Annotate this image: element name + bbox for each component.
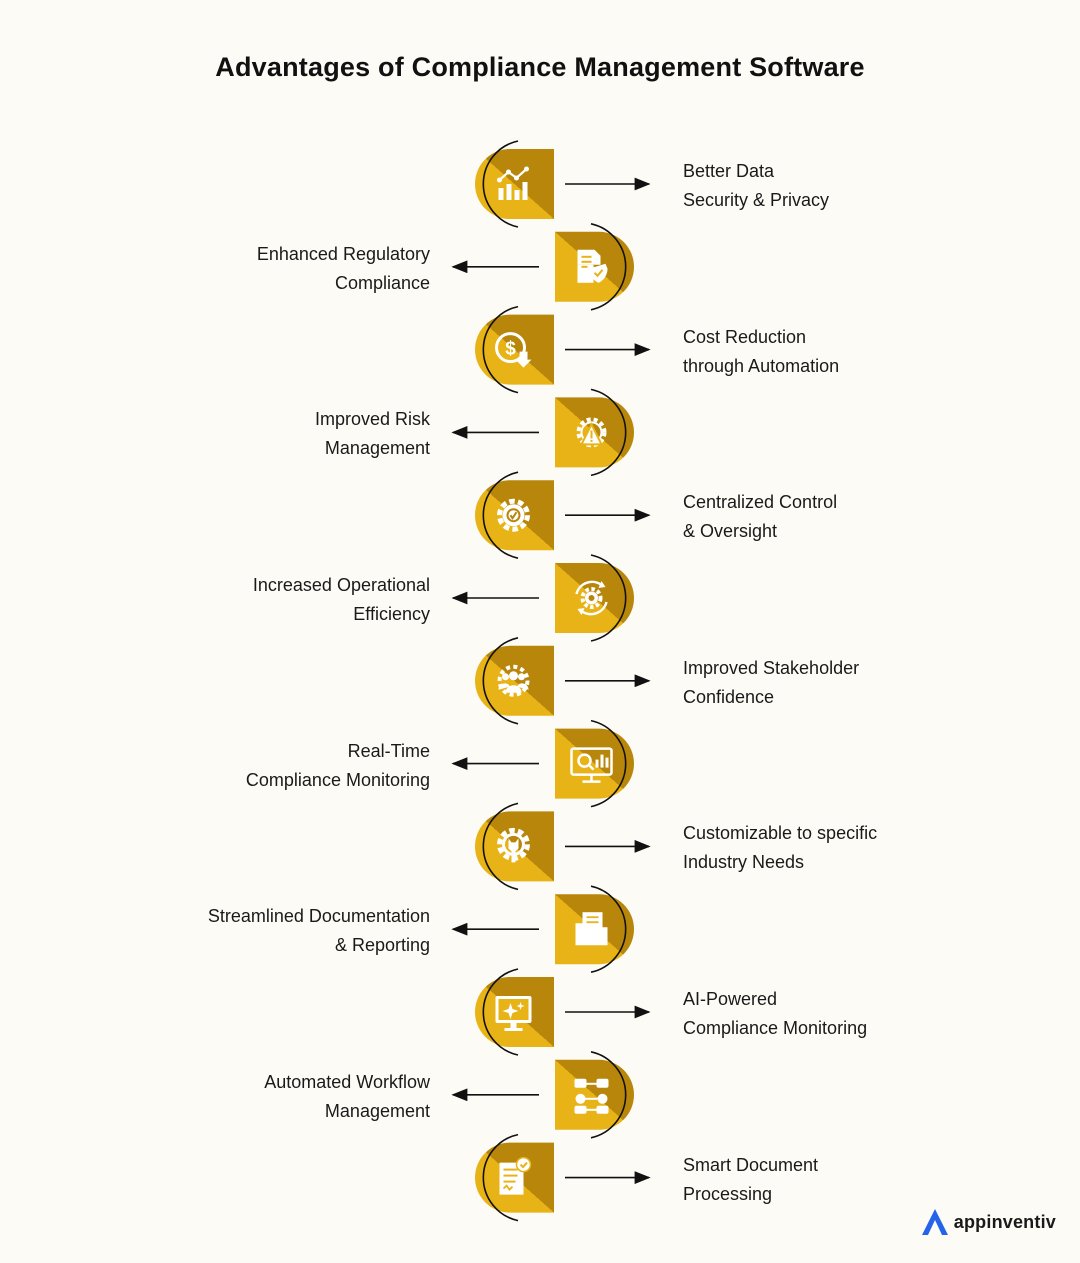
advantage-item — [475, 638, 649, 724]
icon-tile — [555, 729, 634, 799]
brand-logo — [920, 1207, 1056, 1237]
advantage-label: Improved Stakeholder Confidence — [683, 657, 860, 707]
advantage-label: Centralized Control & Oversight — [683, 492, 838, 542]
advantage-label: Customizable to specific Industry Needs — [683, 823, 878, 873]
advantage-item — [453, 886, 634, 972]
advantage-label: Better Data Security & Privacy — [683, 161, 830, 210]
advantage-label: Cost Reduction through Automation — [683, 326, 840, 376]
icon-tile — [555, 232, 634, 302]
logo-text: appinventiv — [953, 1211, 1056, 1232]
advantage-label: Enhanced Regulatory Compliance — [256, 243, 430, 293]
advantage-item — [453, 389, 634, 475]
page-title: Advantages of Compliance Management Software — [215, 52, 865, 82]
advantage-item — [453, 1052, 634, 1138]
advantage-item — [475, 472, 649, 558]
icon-tile — [555, 1060, 634, 1130]
warning-gear-icon — [579, 419, 605, 445]
advantage-item — [475, 1135, 649, 1221]
advantage-label: AI-Powered Compliance Monitoring — [683, 989, 868, 1038]
icon-tile — [475, 149, 554, 219]
advantage-item — [453, 224, 634, 310]
advantage-item — [475, 141, 649, 227]
advantage-label: Improved Risk Management — [314, 409, 430, 459]
advantage-label: Automated Workflow Management — [264, 1071, 430, 1121]
advantage-item — [475, 969, 649, 1055]
advantage-item — [453, 721, 634, 807]
advantage-item — [475, 307, 649, 393]
advantage-label: Increased Operational Efficiency — [252, 575, 430, 624]
advantage-item — [475, 803, 649, 889]
advantage-item — [453, 555, 634, 641]
appinventiv-logo-icon — [920, 1207, 950, 1237]
advantage-label: Smart Document Processing — [683, 1154, 819, 1204]
advantage-label: Real-Time Compliance Monitoring — [245, 740, 430, 790]
advantage-label: Streamlined Documentation & Reporting — [207, 906, 430, 956]
icon-tile — [475, 646, 554, 716]
svg-text:$: $ — [505, 338, 516, 360]
